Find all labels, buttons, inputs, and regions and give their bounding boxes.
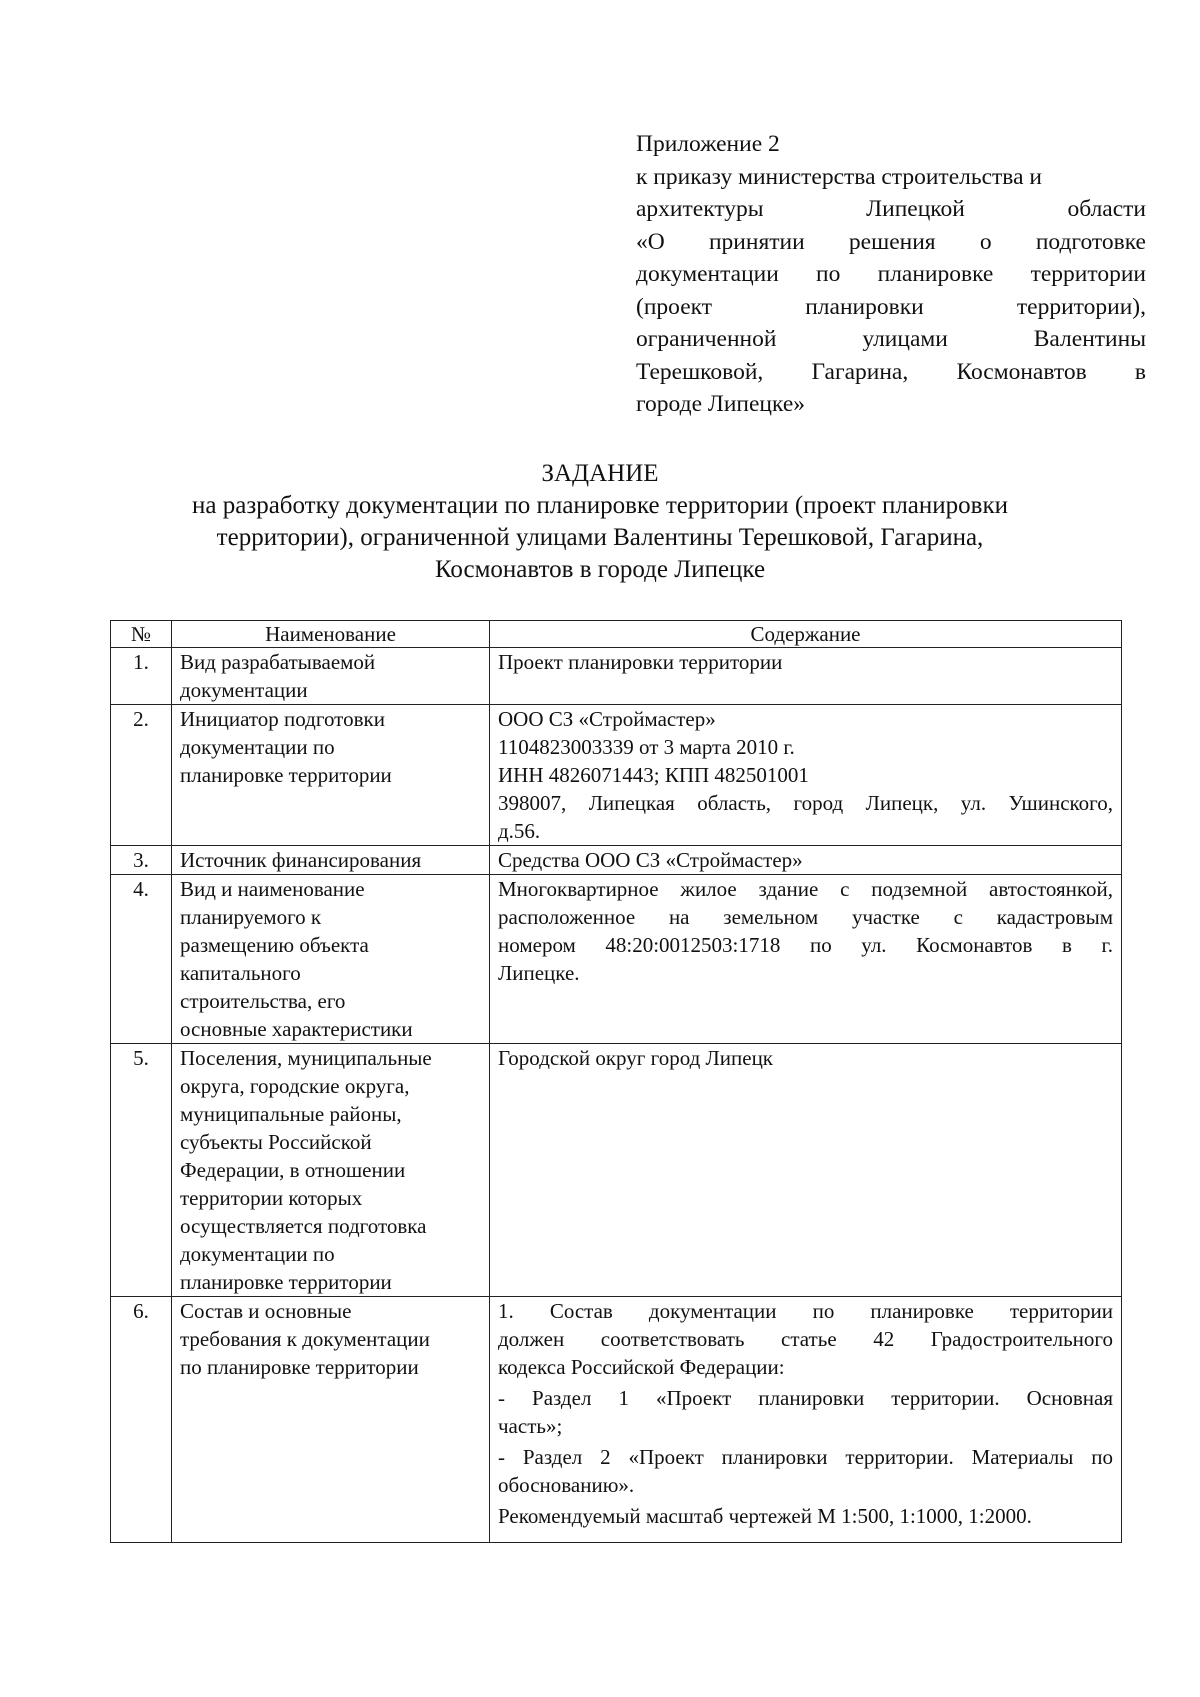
- row-name-line: Инициатор подготовки: [180, 707, 385, 731]
- row-content-line: 1. Состав документации по планировке территории: [498, 1299, 1113, 1323]
- header-content: Содержание: [490, 621, 1122, 648]
- row-name-line: капитального: [180, 961, 301, 985]
- document-subtitle: [100, 490, 1100, 586]
- document-title: ЗАДАНИЕ: [541, 460, 659, 487]
- row-name: [172, 648, 490, 705]
- row-name-line: Федерации, в отношении: [180, 1158, 406, 1182]
- row-content: [490, 875, 1122, 1044]
- row-name-line: документации по: [180, 1242, 335, 1266]
- subtitle-line: на разработку документации по планировке территории (проект планировки: [192, 492, 1008, 519]
- row-content-line: Липецке.: [498, 961, 580, 985]
- row-number: 3.: [111, 846, 172, 875]
- table-row: [111, 846, 1122, 875]
- annex-line: Приложение 2: [636, 131, 780, 157]
- row-content-line: Городской округ город Липецк: [498, 1046, 774, 1070]
- row-name-line: размещению объекта: [180, 933, 369, 957]
- row-name-line: документации: [180, 678, 308, 702]
- annex-line: к приказу министерства строительства и: [636, 163, 1042, 190]
- annex-line: городе Липецке»: [636, 391, 805, 417]
- row-number: 4.: [111, 875, 172, 1044]
- row-content-line: Проект планировки территории: [498, 650, 783, 674]
- row-name-line: планировке территории: [180, 1270, 392, 1294]
- row-content: [490, 705, 1122, 846]
- row-content-line: - Раздел 2 «Проект планировки территории. Материалы по: [498, 1445, 1113, 1469]
- table-row: [111, 705, 1122, 846]
- row-content-line: д.56.: [498, 819, 541, 843]
- row-content-line: - Раздел 1 «Проект планировки территории. Основная: [498, 1386, 1113, 1410]
- row-name-line: округа, городские округа,: [180, 1074, 410, 1098]
- annex-block: [636, 128, 1146, 421]
- row-name-line: документации по: [180, 735, 335, 759]
- row-name-line: осуществляется подготовка: [180, 1214, 427, 1238]
- row-number: 6.: [111, 1297, 172, 1543]
- annex-line: документации по планировке территории: [636, 261, 1146, 287]
- row-name-line: Вид разрабатываемой: [180, 650, 376, 674]
- row-name-line: по планировке территории: [180, 1355, 419, 1379]
- row-content: [490, 1297, 1122, 1543]
- header-name: Наименование: [172, 621, 490, 648]
- row-content-line: Рекомендуемый масштаб чертежей М 1:500, 1:1000, 1:2000.: [498, 1504, 1032, 1528]
- row-content-line: расположенное на земельном участке с кадастровым: [498, 905, 1113, 929]
- row-content-line: должен соответствовать статье 42 Градостроительного: [498, 1327, 1113, 1351]
- table-row: [111, 648, 1122, 705]
- row-name-line: планировке территории: [180, 763, 392, 787]
- row-content-line: 398007, Липецкая область, город Липецк, ул. Ушинского,: [498, 791, 1113, 815]
- row-name: [172, 846, 490, 875]
- row-name-line: Поселения, муниципальные: [180, 1046, 432, 1070]
- row-name-line: Состав и основные: [180, 1299, 352, 1323]
- row-name-line: Вид и наименование: [180, 877, 365, 901]
- row-number: 2.: [111, 705, 172, 846]
- row-content-line: обоснованию».: [498, 1473, 635, 1497]
- row-number: 1.: [111, 648, 172, 705]
- row-name-line: основные характеристики: [180, 1017, 413, 1041]
- header-number: №: [111, 621, 172, 648]
- row-content-line: номером 48:20:0012503:1718 по ул. Космонавтов в г.: [498, 933, 1113, 957]
- row-content: [490, 846, 1122, 875]
- row-content-line: 1104823003339 от 3 марта 2010 г.: [498, 735, 795, 759]
- row-name-line: субъекты Российской: [180, 1130, 372, 1154]
- row-name: [172, 875, 490, 1044]
- table-row: [111, 1297, 1122, 1543]
- row-content-line: кодекса Российской Федерации:: [498, 1355, 785, 1379]
- row-name-line: муниципальные районы,: [180, 1102, 402, 1126]
- row-name: [172, 1044, 490, 1297]
- row-name: [172, 705, 490, 846]
- row-content-line: часть»;: [498, 1414, 563, 1438]
- annex-line: архитектуры Липецкой области: [636, 196, 1146, 222]
- row-name-line: Источник финансирования: [180, 848, 422, 872]
- annex-line: ограниченной улицами Валентины: [636, 326, 1146, 352]
- row-number: 5.: [111, 1044, 172, 1297]
- row-content: [490, 648, 1122, 705]
- subtitle-line: Космонавтов в городе Липецке: [434, 556, 766, 583]
- row-content-line: ООО СЗ «Строймастер»: [498, 707, 716, 731]
- subtitle-line: территории), ограниченной улицами Валентины Терешковой, Гагарина,: [216, 524, 984, 551]
- row-content-line: Многоквартирное жилое здание с подземной автостоянкой,: [498, 877, 1113, 901]
- table-row: [111, 875, 1122, 1044]
- row-content-line: ИНН 4826071443; КПП 482501001: [498, 763, 809, 787]
- row-name: [172, 1297, 490, 1543]
- annex-line: «О принятии решения о подготовке: [636, 228, 1146, 255]
- row-content: [490, 1044, 1122, 1297]
- row-name-line: территории которых: [180, 1186, 363, 1210]
- table-header-row: [111, 621, 1122, 648]
- annex-line: Терешковой, Гагарина, Космонавтов в: [636, 358, 1146, 385]
- table-row: [111, 1044, 1122, 1297]
- row-name-line: планируемого к: [180, 905, 322, 929]
- annex-line: (проект планировки территории),: [636, 293, 1146, 320]
- row-name-line: требования к документации: [180, 1327, 430, 1351]
- row-content-line: Средства ООО СЗ «Строймастер»: [498, 848, 803, 872]
- task-table: [110, 620, 1122, 1543]
- row-name-line: строительства, его: [180, 989, 346, 1013]
